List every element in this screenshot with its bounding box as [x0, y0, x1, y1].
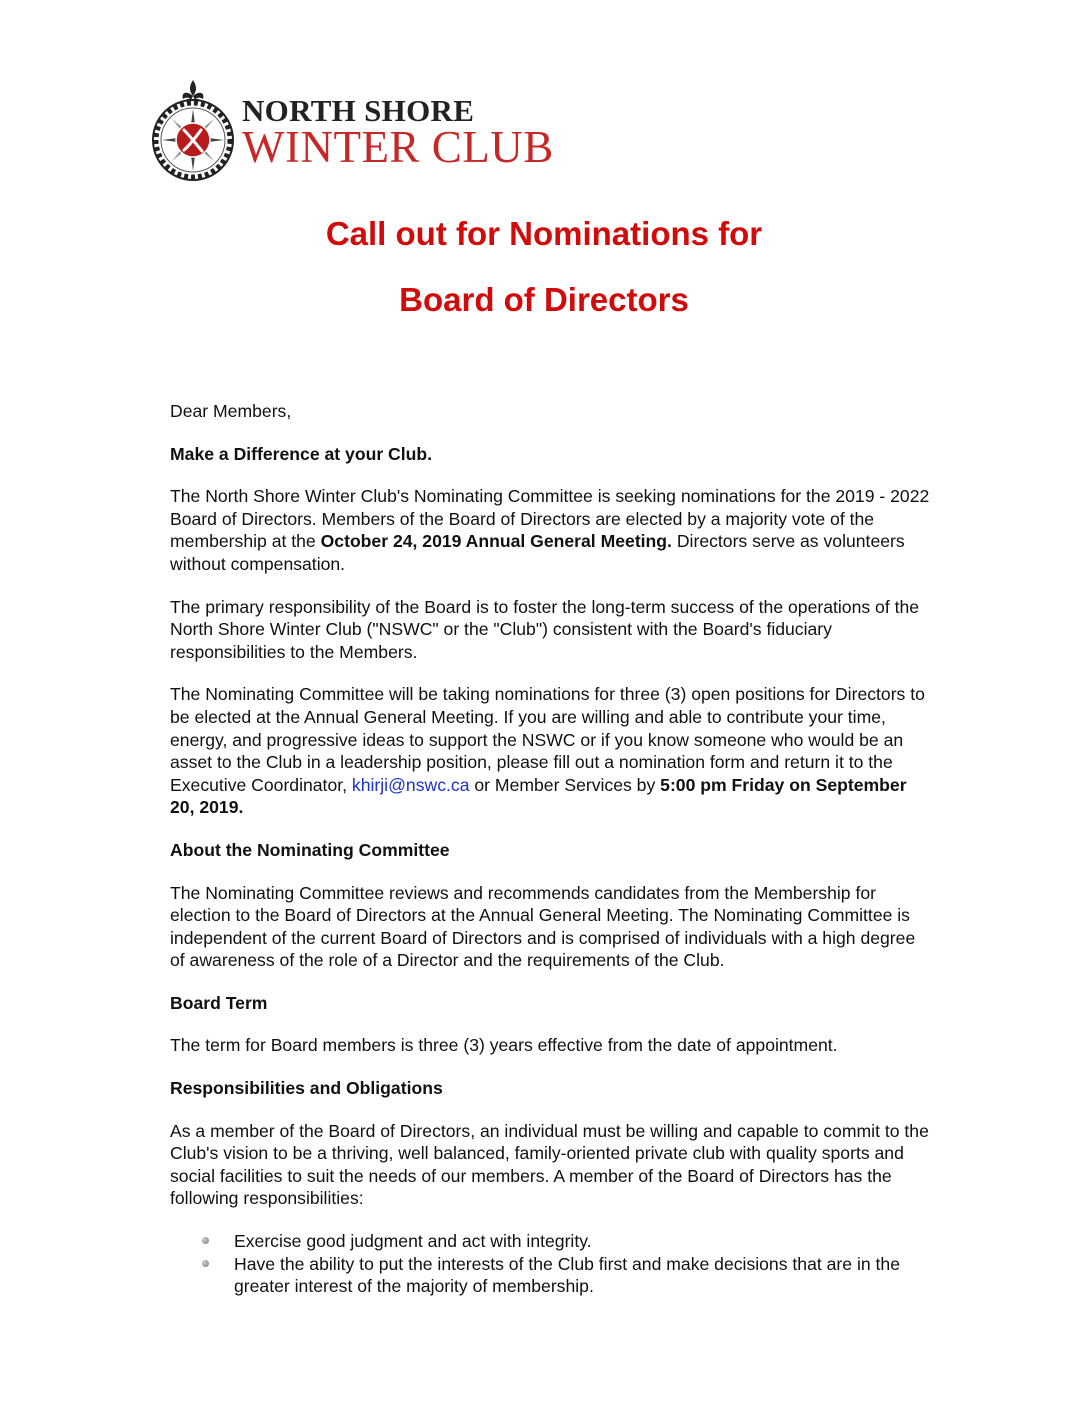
list-item	[170, 1230, 930, 1253]
list-item	[170, 1253, 930, 1298]
bullet-icon	[202, 1260, 209, 1267]
paragraph-obligations: As a member of the Board of Directors, an individual must be willing and capable to commit to the Club's vision to be a thriving, well balanced, family-oriented private club with quality sports and social facilities to suit the needs of our members. A member of the Board of Directors has the following responsibilities:	[170, 1120, 929, 1209]
p3-text-a: The Nominating Committee will be taking nominations for three (3) open positions for Directors to be elected at the Annual General Meeting. If you are willing and able to contribute your time, energy, and progressive ideas to support the NSWC or if you know someone who would be an asset to the Club in a leadership position, please fill out a nomination form and return it to the Executive Coordinator,	[170, 684, 925, 795]
bullet-icon	[202, 1237, 209, 1244]
greeting: Dear Members,	[170, 401, 292, 421]
p3-text-b: or Member Services by	[469, 774, 661, 795]
logo-line-1: NORTH SHORE	[242, 93, 475, 128]
club-logo	[148, 78, 608, 188]
club-crest-icon	[148, 78, 238, 188]
paragraph-open-positions	[170, 683, 930, 819]
paragraph-responsibility: The primary responsibility of the Board is to foster the long-term success of the operations of the North Shore Winter Club ("NSWC" or the "Club") consistent with the Board's fiduciary responsibilities to the Members.	[170, 596, 920, 662]
heading-board-term: Board Term	[170, 992, 268, 1013]
letter-body	[170, 400, 930, 1298]
email-link[interactable]: khirji@nswc.ca	[351, 774, 470, 795]
paragraph-committee: The Nominating Committee reviews and recommends candidates from the Membership for election to the Board of Directors at the Annual General Meeting. The Nominating Committee is independent of the current Board of Directors and is comprised of individuals with a high degree of awareness of the role of a Director and the requirements of the Club.	[170, 882, 916, 971]
paragraph-nominations	[170, 485, 930, 575]
heading-nominating-committee: About the Nominating Committee	[170, 839, 450, 860]
p1-text-a: The North Shore Winter Club's Nominating Committee is seeking nominations for the 2019 - 2022 Board of Directors. Members of the Board of Directors are elected by a majority vote of the membership at the	[170, 486, 930, 552]
heading-responsibilities: Responsibilities and Obligations	[170, 1078, 443, 1099]
paragraph-term: The term for Board members is three (3) years effective from the date of appointment.	[170, 1035, 838, 1056]
p1-text-c: Directors serve as volunteers without compensation.	[170, 531, 905, 574]
headline: Make a Difference at your Club.	[170, 443, 433, 464]
logo-line-2: WINTER CLUB	[242, 122, 554, 172]
title-line-1: Call out for Nominations for	[325, 215, 763, 252]
title-line-2: Board of Directors	[399, 281, 689, 318]
responsibility-list	[170, 1230, 930, 1298]
deadline: 5:00 pm Friday on September 20, 2019.	[170, 774, 907, 818]
agm-date: October 24, 2019 Annual General Meeting.	[320, 531, 672, 552]
list-item-text: Exercise good judgment and act with integrity.	[234, 1231, 592, 1252]
list-item-text: Have the ability to put the interests of the Club first and make decisions that are in the greater interest of the majority of membership.	[234, 1253, 900, 1297]
